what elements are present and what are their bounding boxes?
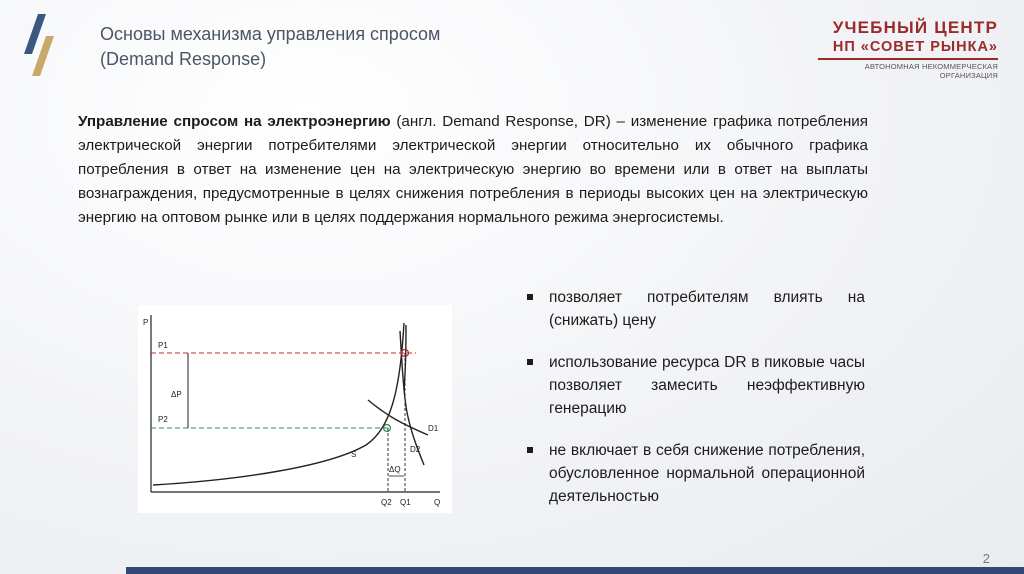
axis-q-label: Q [434, 498, 441, 507]
demand-response-diagram [138, 305, 452, 513]
p2-label: P2 [158, 415, 168, 424]
diagram-svg [138, 305, 452, 513]
title-line-2: (Demand Response) [100, 49, 267, 69]
p1-label: P1 [158, 341, 168, 350]
slide-title [100, 22, 440, 72]
logo-line-1: УЧЕБНЫЙ ЦЕНТР [832, 18, 998, 37]
d2-label: D2 [410, 445, 421, 454]
list-item [525, 439, 865, 508]
demand-curve-d1 [368, 400, 428, 435]
axis-p-label: P [143, 318, 149, 327]
bullet-text: использование ресурса DR в пиковые часы позволяет замесить неэффективную генерацию [549, 354, 865, 417]
s-label: S [351, 450, 357, 459]
bullet-icon [527, 294, 533, 300]
bullet-text: позволяет потребителям влиять на (снижать) цену [549, 289, 865, 329]
list-item [525, 286, 865, 332]
definition-text: (англ. Demand Response, DR) – изменение графика потребления электрической энергии потребителями электрической энергии относительно их обычного графика потребления в ответ на изменение цен на электрическую энергию во времени или в ответ на выплаты вознаграждения, предусмотренные в целях снижения потребления в периоды высоких цен на электрическую энергию на оптовом рынке или в целях поддержания нормального режима энергосистемы. [78, 113, 868, 226]
bullet-text: не включает в себя снижение потребления, обусловленное нормальной операционной деятельностью [549, 442, 865, 505]
logo-line-2: НП «СОВЕТ РЫНКА» [832, 39, 998, 55]
page-number: 2 [982, 551, 990, 566]
delta-q-label: ΔQ [389, 465, 401, 474]
brand-slashes-icon [24, 14, 64, 76]
q2-label: Q2 [381, 498, 392, 507]
delta-p-label: ΔP [171, 390, 182, 399]
bullet-icon [527, 447, 533, 453]
definition-paragraph [78, 110, 868, 230]
benefits-list [525, 286, 865, 527]
bullet-icon [527, 359, 533, 365]
definition-term: Управление спросом на электроэнергию [78, 113, 391, 130]
logo-divider [818, 58, 998, 60]
footer-bar [126, 567, 1024, 574]
title-line-1: Основы механизма управления спросом [100, 24, 441, 44]
logo [808, 18, 998, 80]
list-item [525, 351, 865, 420]
logo-line-3: АВТОНОМНАЯ НЕКОММЕРЧЕСКАЯ ОРГАНИЗАЦИЯ [864, 62, 998, 80]
supply-curve [153, 323, 404, 485]
d1-label: D1 [428, 424, 439, 433]
q1-label: Q1 [400, 498, 411, 507]
